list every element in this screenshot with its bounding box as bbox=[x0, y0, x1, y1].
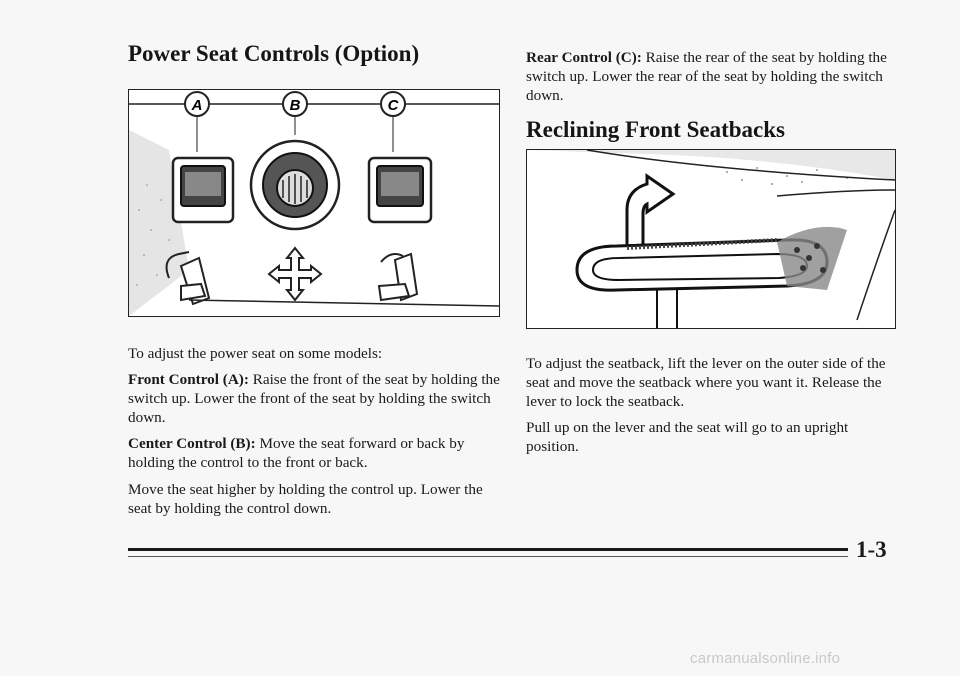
front-control-text: Raise the front of the seat by holding the switch up. Lower the front of the seat by holding the switch down. bbox=[128, 371, 500, 426]
svg-text:A: A bbox=[191, 97, 203, 114]
power-seat-controls-figure bbox=[128, 89, 500, 317]
label-c bbox=[381, 92, 405, 116]
intro-text: To adjust the power seat on some models: bbox=[128, 345, 383, 362]
seat-rear-icon bbox=[379, 254, 417, 300]
rear-control-text: Raise the rear of the seat by holding the switch up. Lower the rear of the seat by holding the switch down. bbox=[526, 49, 887, 104]
center-control-paragraph bbox=[128, 434, 506, 472]
front-switch-icon bbox=[173, 158, 233, 222]
move-seat-text: Move the seat higher by holding the control up. Lower the seat by holding the control down. bbox=[128, 481, 483, 517]
svg-text:C: C bbox=[387, 97, 399, 114]
svg-text:B: B bbox=[289, 97, 301, 114]
left-column bbox=[128, 40, 506, 68]
watermark: carmanualsonline.info bbox=[690, 650, 841, 667]
label-b bbox=[283, 92, 307, 116]
rear-switch-icon bbox=[369, 158, 431, 222]
footer-rule-thin bbox=[128, 556, 848, 557]
rear-control-paragraph bbox=[526, 48, 898, 105]
footer-rule-thick bbox=[128, 548, 848, 551]
right-text bbox=[526, 354, 898, 456]
power-seat-heading: Power Seat Controls (Option) bbox=[128, 41, 420, 66]
front-control-label: Front Control (A): bbox=[128, 371, 249, 388]
rear-control-label: Rear Control (C): bbox=[526, 49, 642, 66]
label-a bbox=[185, 92, 209, 116]
reclining-seatback-figure bbox=[526, 149, 896, 329]
adjust-seatback-text: To adjust the seatback, lift the lever on the outer side of the seat and move the seatback where you want it. Release the lever to lock the seatback. bbox=[526, 355, 886, 410]
right-column-top bbox=[526, 48, 898, 144]
center-control-label: Center Control (B): bbox=[128, 435, 256, 452]
center-knob-icon bbox=[251, 141, 339, 229]
four-way-arrow-icon bbox=[269, 248, 321, 300]
page-number: 1-3 bbox=[856, 537, 887, 562]
center-control-text: Move the seat forward or back by holding the control to the front or back. bbox=[128, 435, 465, 471]
left-text bbox=[128, 344, 506, 518]
recline-lever-icon bbox=[577, 227, 847, 328]
reclining-seatbacks-heading: Reclining Front Seatbacks bbox=[526, 117, 785, 142]
pull-lever-text: Pull up on the lever and the seat will go to an upright position. bbox=[526, 419, 849, 455]
front-control-paragraph bbox=[128, 370, 506, 427]
